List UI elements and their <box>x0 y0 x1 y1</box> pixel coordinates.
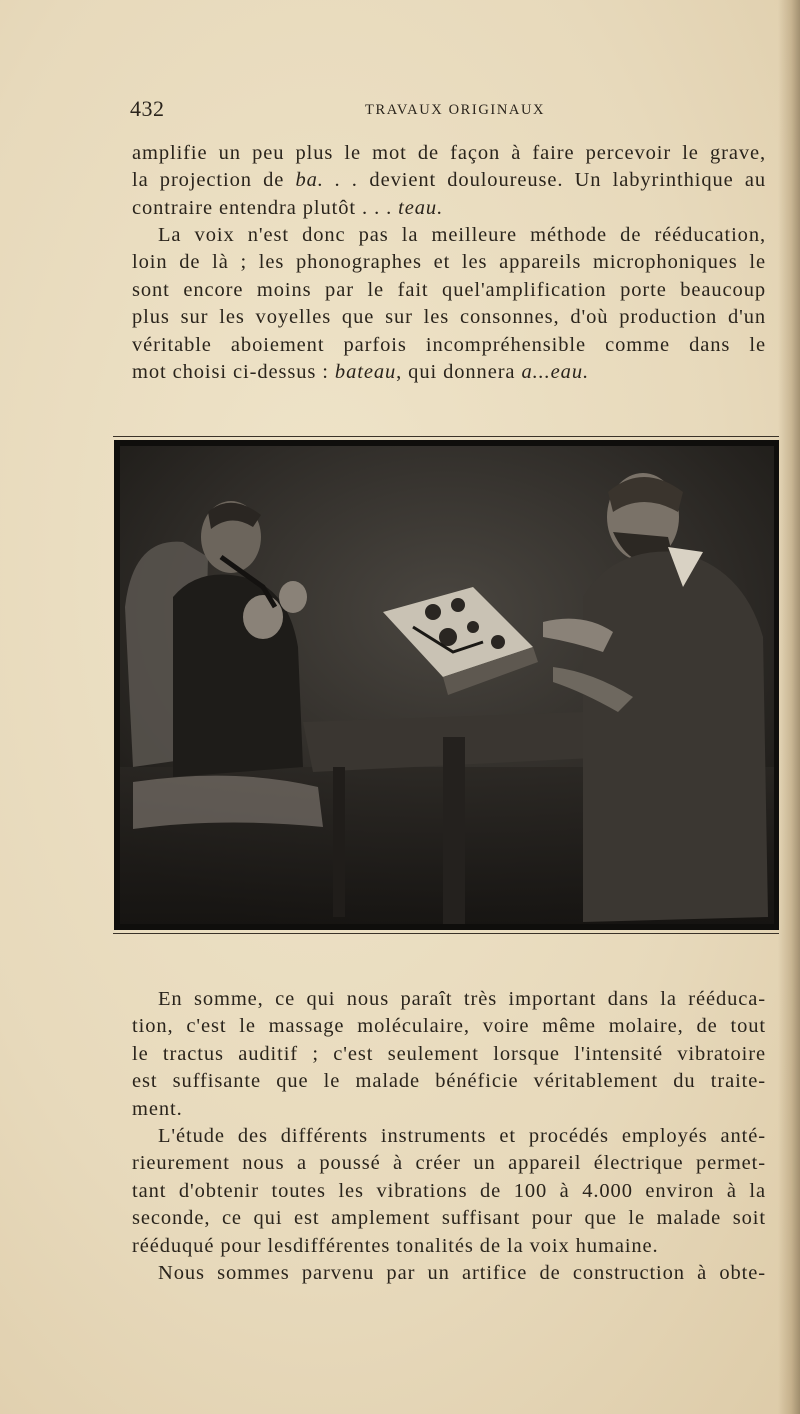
text-line: Nous sommes parvenu par un artifice de construction à obte- <box>158 1262 766 1284</box>
text-line: mot choisi ci-dessus : bateau, qui donnera a...eau. <box>132 361 590 384</box>
text-line: tion, c'est le massage moléculaire, voire même molaire, de tout <box>132 1015 766 1038</box>
paragraph-5 <box>132 1260 766 1287</box>
text-line: En somme, ce qui nous paraît très important dans la rééduca- <box>158 988 766 1010</box>
text-line: rééduqué pour lesdifférentes tonalités de la voix humaine. <box>132 1234 659 1257</box>
text-line: la projection de ba. . . devient douloureuse. Un labyrinthique au <box>132 169 766 192</box>
text-line: le tractus auditif ; c'est seulement lorsque l'intensité vibratoire <box>132 1042 766 1065</box>
text-line: amplifie un peu plus le mot de façon à faire percevoir le grave, <box>132 142 766 164</box>
right-figure-body <box>583 552 768 922</box>
photograph <box>113 437 779 931</box>
text-line: rieurement nous a poussé à créer un appareil électrique permet- <box>132 1152 766 1175</box>
text-line: tant d'obtenir toutes les vibrations de 100 à 4.000 environ à la <box>132 1179 766 1202</box>
paragraph-1 <box>132 140 766 222</box>
photograph-plate <box>113 436 779 934</box>
italic-word: a...eau. <box>521 361 590 384</box>
text-line: L'étude des différents instruments et procédés employés anté- <box>158 1125 766 1147</box>
running-head: TRAVAUX ORIGINAUX <box>365 102 546 118</box>
italic-word: bateau <box>334 361 397 384</box>
page-edge-shadow <box>778 0 800 1414</box>
paragraph-2 <box>132 222 766 386</box>
text-line: seconde, ce qui est amplement suffisant pour que le malade soit <box>132 1207 766 1230</box>
paragraph-3 <box>132 986 766 1123</box>
page-header <box>130 96 760 124</box>
text-line: La voix n'est donc pas la meilleure méthode de rééducation, <box>158 224 766 246</box>
text-line: sont encore moins par le fait quel'amplification porte beaucoup <box>132 278 766 301</box>
text-line: loin de là ; les phonographes et les appareils microphoniques le <box>132 251 766 274</box>
italic-word: ba. . . <box>295 169 359 192</box>
page-number: 432 <box>130 96 165 121</box>
text-line: ment. <box>132 1097 183 1120</box>
italic-word: teau. <box>398 196 444 219</box>
paragraph-4 <box>132 1123 766 1260</box>
text-line: plus sur les voyelles que sur les consonnes, d'où production d'un <box>132 306 766 329</box>
text-line: véritable aboiement parfois incompréhensible comme dans le <box>132 333 766 356</box>
text-line: contraire entendra plutôt . . . teau. <box>132 196 444 219</box>
text-line: est suffisante que le malade bénéficie véritablement du traite- <box>132 1070 766 1093</box>
